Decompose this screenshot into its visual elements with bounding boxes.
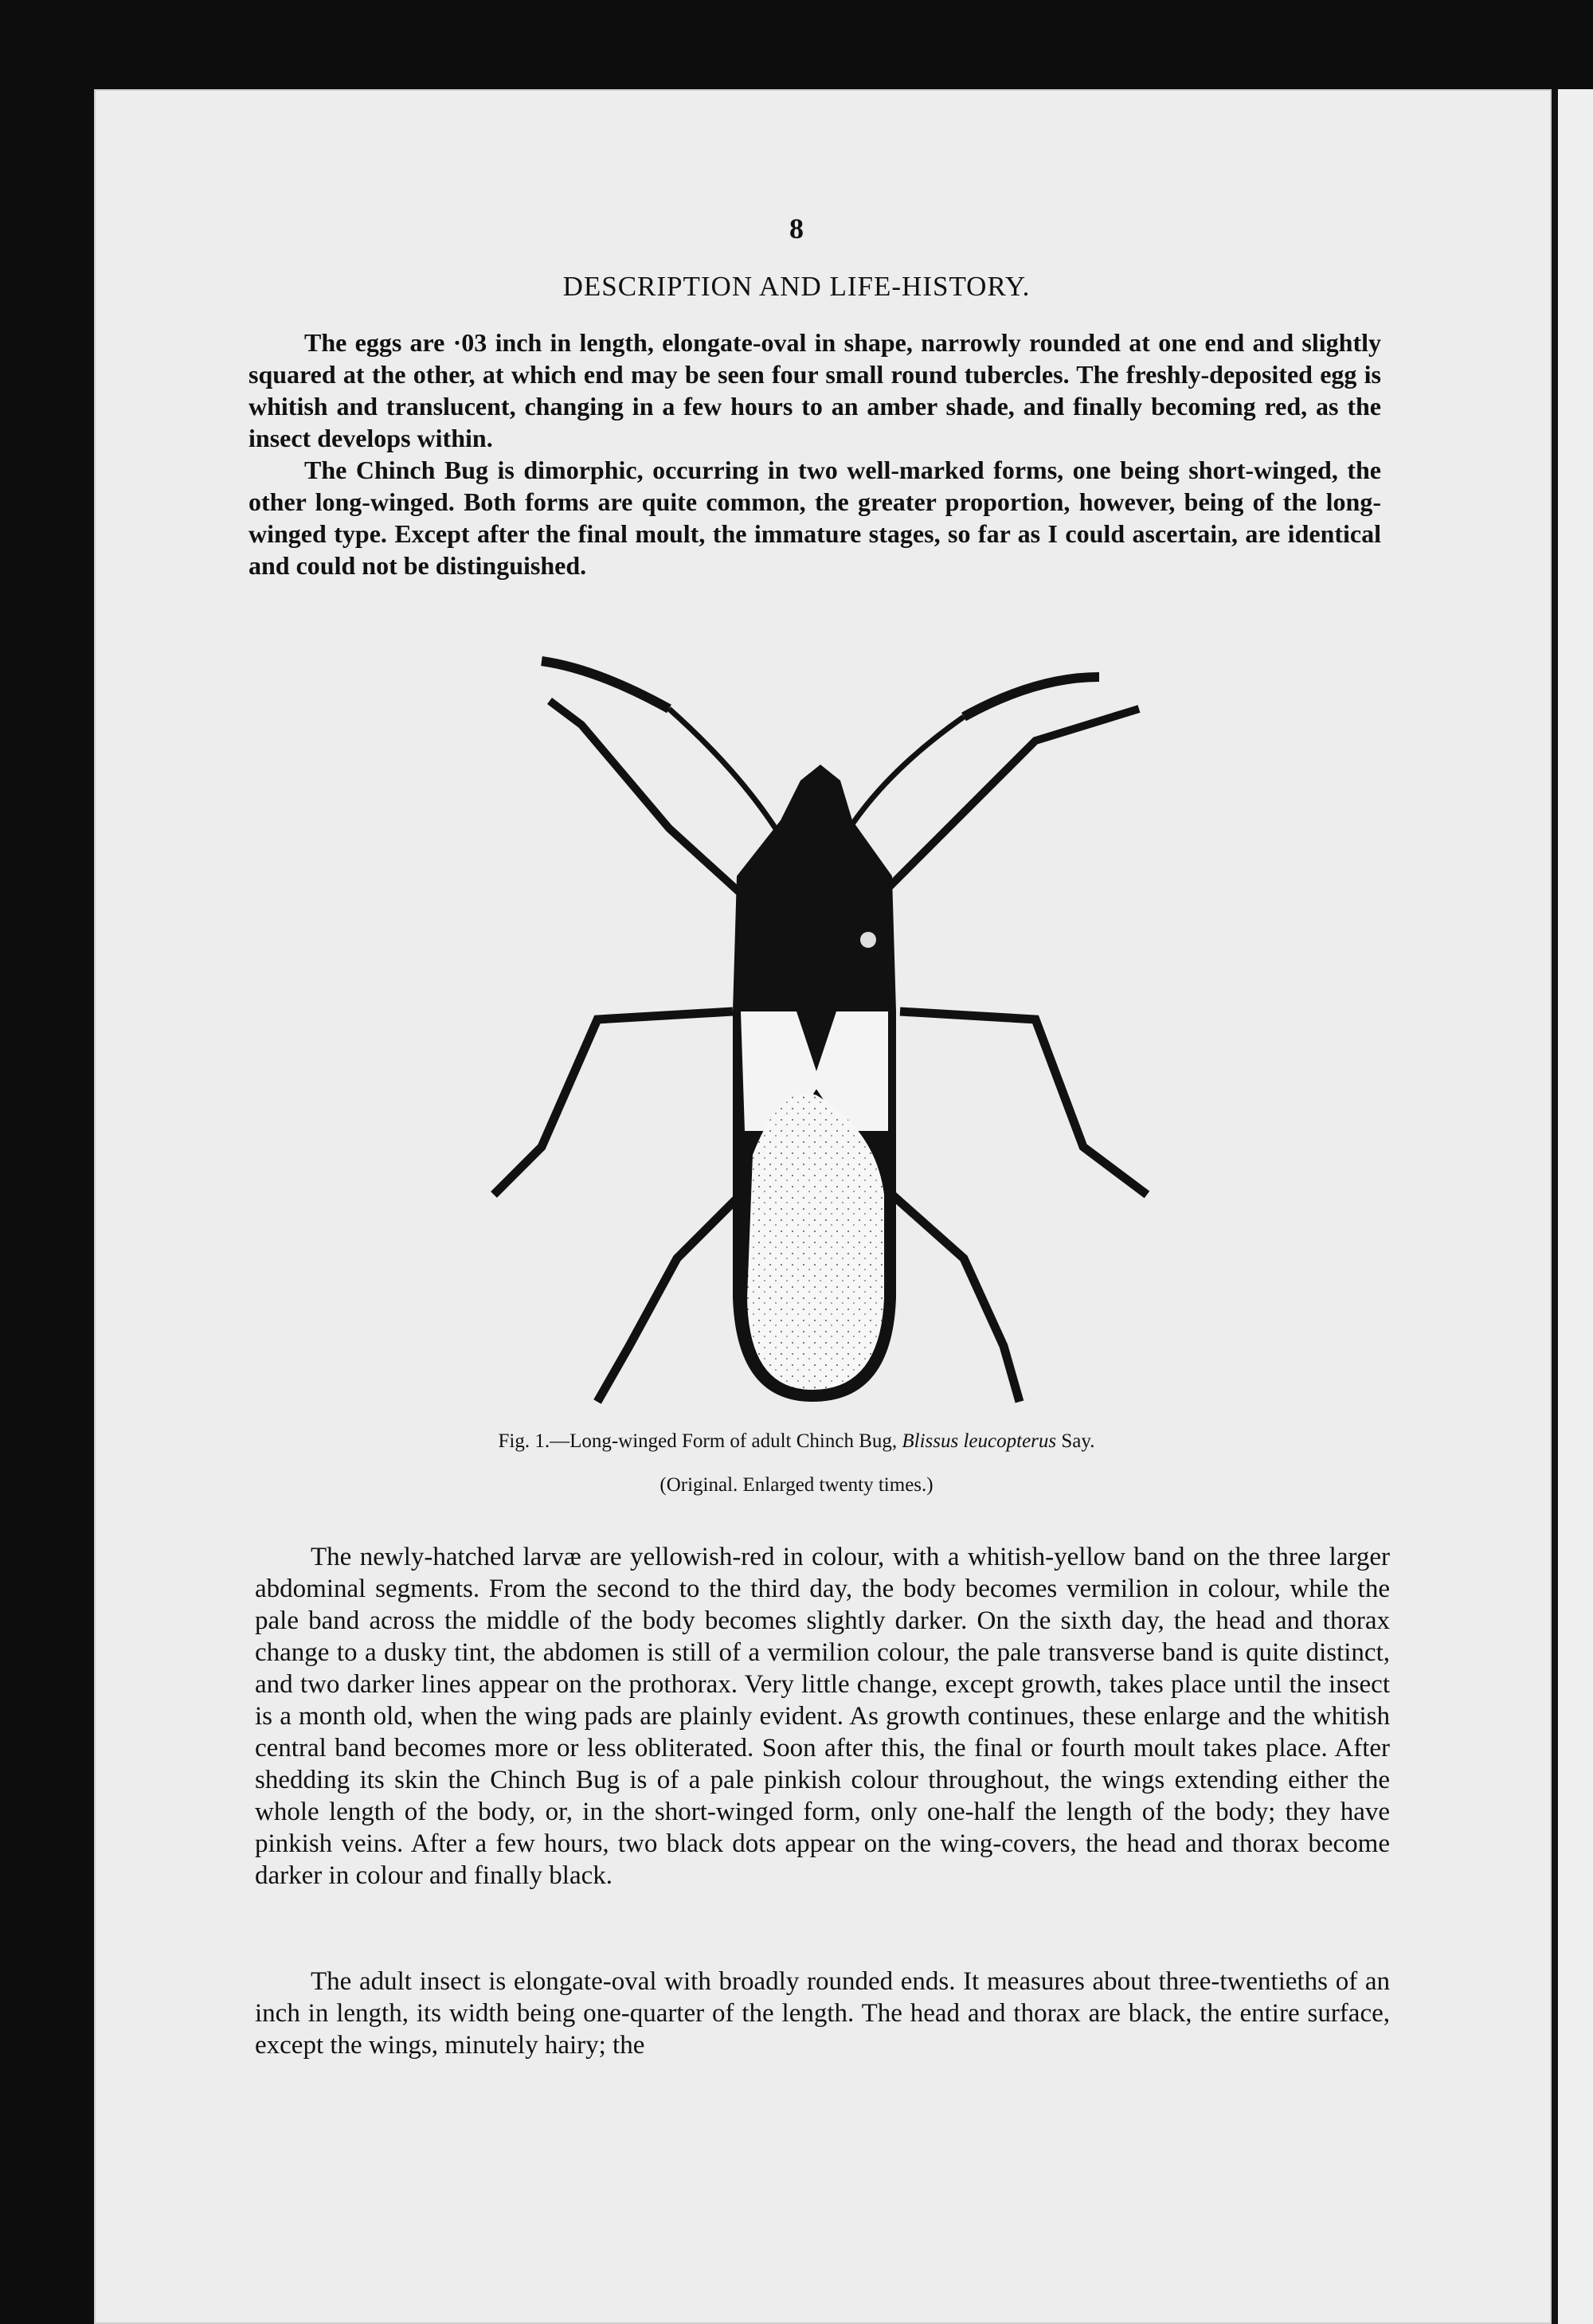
caption-species: Blissus leucopterus xyxy=(902,1430,1057,1452)
right-middle-leg xyxy=(900,1011,1147,1195)
page-number: 8 xyxy=(789,213,804,245)
right-front-leg xyxy=(868,709,1139,908)
thorax xyxy=(733,820,896,1011)
section-title: DESCRIPTION AND LIFE-HISTORY. xyxy=(562,271,1031,302)
adjacent-page-edge xyxy=(1558,89,1593,2324)
thorax-spot xyxy=(860,932,876,948)
right-hind-leg xyxy=(892,1195,1020,1402)
left-front-leg xyxy=(550,701,757,908)
head xyxy=(781,765,852,820)
left-middle-leg xyxy=(494,1011,733,1195)
right-antenna-tip xyxy=(964,677,1099,717)
left-hind-leg xyxy=(597,1195,741,1402)
paragraph-adult: The adult insect is elongate-oval with broadly rounded ends. It measures about three-twentieths of an inch in length, its width being one-quarter of the length. The head and thorax are black, the entire surface, except the wings, minutely hairy; the xyxy=(255,1967,1390,2060)
paragraph-dimorphism: The Chinch Bug is dimorphic, occurring in two well-marked forms, one being short-winged, the other long-winged. Both forms are quite common, the greater proportion, however, being of the long-winged type. Except after the final moult, the immature stages, so far as I could ascertain, are identical and could not be distinguished. xyxy=(249,456,1381,580)
left-antenna xyxy=(669,709,781,836)
chinch-bug-illustration xyxy=(478,637,1163,1418)
left-antenna-tip xyxy=(542,661,669,709)
figure-caption xyxy=(0,1430,1593,1453)
paragraph-eggs: The eggs are ·03 inch in length, elongate-oval in shape, narrowly rounded at one end and slightly squared at the other, at which end may be seen four small round tubercles. The freshly-deposited egg is whitish and translucent, changing in a few hours to an amber shade, and finally becoming red, as the insect develops within. xyxy=(249,328,1381,452)
right-antenna xyxy=(844,717,964,836)
page-gutter-shadow xyxy=(1552,89,1558,2324)
caption-suffix: Say. xyxy=(1061,1430,1095,1452)
figure-caption-note: (Original. Enlarged twenty times.) xyxy=(660,1474,933,1496)
paragraph-larvae: The newly-hatched larvæ are yellowish-red in colour, with a whitish-yellow band on the three larger abdominal segments. From the second to the third day, the body becomes vermilion in colour, while the pale band across the middle of the body becomes slightly darker. On the sixth day, the head and thorax change to a dusky tint, the abdomen is still of a vermilion colour, the pale transverse band is quite distinct, and two darker lines appear on the prothorax. Very little change, except growth, takes place until the insect is a month old, when the wing pads are plainly evident. As growth continues, these enlarge and the whitish central band becomes more or less obliterated. Soon after this, the final or fourth moult takes place. After shedding its skin the Chinch Bug is of a pale pinkish colour throughout, the wings extending either the whole length of the body, or, in the short-winged form, only one-half the length of the body; they have pinkish veins. After a few hours, two black dots appear on the wing-covers, the head and thorax become darker in colour and finally black. xyxy=(255,1543,1390,1890)
caption-prefix: Fig. 1.—Long-winged Form of adult Chinch Bug, xyxy=(498,1430,898,1452)
